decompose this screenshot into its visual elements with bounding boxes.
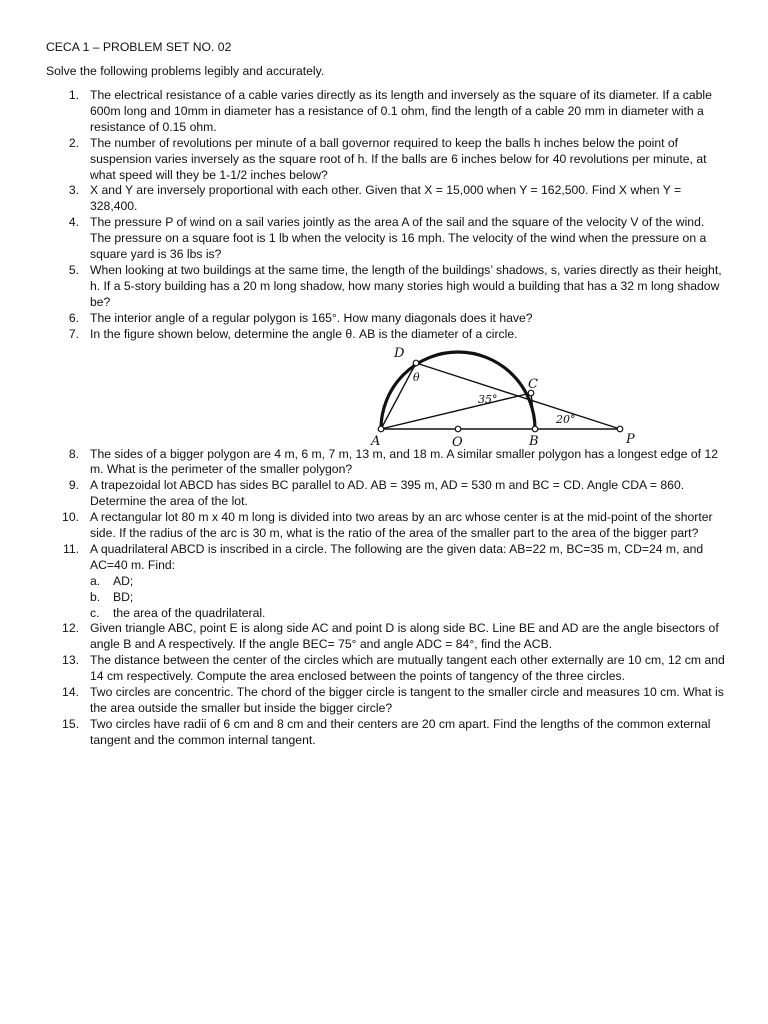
problem-4 [46, 215, 726, 263]
problem-text: The pressure P of wind on a sail varies jointly as the area A of the sail and the square of the velocity V of the wind. The pressure on a square foot is 1 lb when the velocity is 16 mph. The velocity of the wind when the pressure on a square yard is 36 lbs is? [90, 215, 707, 262]
problem-13 [46, 653, 726, 685]
label-d: D [394, 345, 405, 361]
label-a: A [371, 433, 381, 447]
problem-number: 13. [62, 653, 79, 668]
problem-text: Given triangle ABC, point E is along side AC and point D is along side BC. Line BE and AD are the angle bisectors of angle B and A respectively. If the angle BEC= 75° and angle ADC = 84°, find the ACB. [90, 621, 719, 652]
sub-question-text: the area of the quadrilateral. [113, 605, 266, 620]
problem-1 [46, 88, 726, 136]
point-p [617, 426, 623, 432]
problem-12 [46, 621, 726, 653]
label-angle-35: 35° [478, 392, 498, 406]
sub-question-text: BD; [113, 589, 134, 604]
problem-2 [46, 136, 726, 184]
problem-14 [46, 685, 726, 717]
problem-text: The number of revolutions per minute of a ball governor required to keep the balls h inches below the point of suspension varies inversely as the square root of h. If the balls are 6 inches below for 40 revolutions per minute, at what speed will they be 1-1/2 inches below? [90, 135, 707, 182]
semicircle-diagram [326, 343, 646, 447]
problem-10 [46, 510, 726, 542]
problem-text: The electrical resistance of a cable varies directly as its length and inversely as the square of its diameter. If a cable 600m long and 10mm in diameter has a resistance of 0.1 ohm, find the length of a cable 20 mm in diameter with a resistance of 0.15 ohm. [90, 88, 712, 134]
problem-number: 7. [68, 326, 79, 341]
sub-question-list [90, 574, 726, 622]
label-b: B [529, 433, 539, 447]
point-o [455, 426, 461, 432]
label-p: P [626, 431, 635, 447]
problem-number: 12. [62, 621, 79, 636]
problem-number: 8. [68, 446, 79, 461]
sub-question-letter: a. [90, 573, 101, 588]
chord-ad [381, 363, 416, 429]
problem-6 [46, 311, 726, 327]
problem-number: 5. [68, 262, 79, 277]
problem-9 [46, 478, 726, 510]
problem-number: 15. [62, 716, 79, 731]
sub-question-a [90, 574, 726, 590]
problem-text: The interior angle of a regular polygon is 165°. How many diagonals does it have? [90, 310, 533, 325]
point-d [413, 360, 419, 366]
chord-ac [381, 393, 531, 429]
geometry-figure [90, 343, 726, 447]
sub-question-b [90, 590, 726, 606]
sub-question-text: AD; [113, 573, 134, 588]
problem-text: The sides of a bigger polygon are 4 m, 6 m, 7 m, 13 m, and 18 m. A similar smaller polygon has a longest edge of 12 m. What is the perimeter of the smaller polygon? [90, 446, 718, 477]
problem-number: 3. [68, 183, 79, 198]
point-a [378, 426, 384, 432]
problem-5 [46, 263, 726, 311]
problem-number: 11. [62, 541, 79, 556]
problem-7 [46, 327, 726, 447]
problem-number: 4. [68, 215, 79, 230]
problem-number: 1. [68, 88, 79, 102]
problem-text: When looking at two buildings at the same time, the length of the buildings’ shadows, s, varies directly as their height, h. If a 5-story building has a 20 m long shadow, how many stories high would a building that has a 32 m long shadow be? [90, 262, 722, 309]
problem-number: 2. [68, 135, 79, 150]
problem-text: The distance between the center of the circles which are mutually tangent each other externally are 10 cm, 12 cm and 14 cm respectively. Compute the area enclosed between the points of tangency of the three circles. [90, 653, 725, 684]
document-title: CECA 1 – PROBLEM SET NO. 02 [46, 40, 232, 54]
secant-dp [416, 363, 620, 429]
problem-text: Two circles have radii of 6 cm and 8 cm and their centers are 20 cm apart. Find the lengths of the common external tangent and the common internal tangent. [90, 716, 711, 747]
problem-text: X and Y are inversely proportional with each other. Given that X = 15,000 when Y = 162,500. Find X when Y = 328,400. [90, 183, 682, 214]
label-o: O [452, 434, 463, 447]
problem-8 [46, 447, 726, 479]
problem-text: Two circles are concentric. The chord of the bigger circle is tangent to the smaller circle and measures 10 cm. What is the area outside the smaller but inside the bigger circle? [90, 685, 724, 715]
problem-list [46, 88, 726, 749]
problem-number: 9. [68, 478, 79, 493]
label-theta: θ [413, 370, 420, 384]
problem-number: 6. [68, 310, 79, 325]
label-c: C [528, 376, 538, 392]
problem-number: 10. [62, 510, 79, 525]
problem-text: In the figure shown below, determine the angle θ. AB is the diameter of a circle. [90, 326, 518, 341]
problem-11 [46, 542, 726, 622]
sub-question-letter: c. [90, 605, 100, 620]
semicircle-arc [381, 352, 535, 429]
problem-text: A rectangular lot 80 m x 40 m long is divided into two areas by an arc whose center is at the mid-point of the shorter side. If the radius of the arc is 30 m, what is the ratio of the area of the smaller part to the area of the bigger part? [90, 510, 713, 541]
sub-question-c [90, 606, 726, 622]
problem-text: A trapezoidal lot ABCD has sides BC parallel to AD. AB = 395 m, AD = 530 m and BC = CD. Angle CDA = 860. Determine the area of the lot. [90, 478, 685, 509]
label-angle-20: 20° [556, 412, 576, 426]
instructions: Solve the following problems legibly and accurately. [46, 64, 325, 78]
point-b [532, 426, 538, 432]
problem-number: 14. [62, 685, 79, 700]
problem-15 [46, 717, 726, 749]
problem-3 [46, 183, 726, 215]
sub-question-letter: b. [90, 589, 101, 604]
problem-text: A quadrilateral ABCD is inscribed in a circle. The following are the given data: AB=22 m, BC=35 m, CD=24 m, and AC=40 m. Find: [90, 541, 704, 572]
